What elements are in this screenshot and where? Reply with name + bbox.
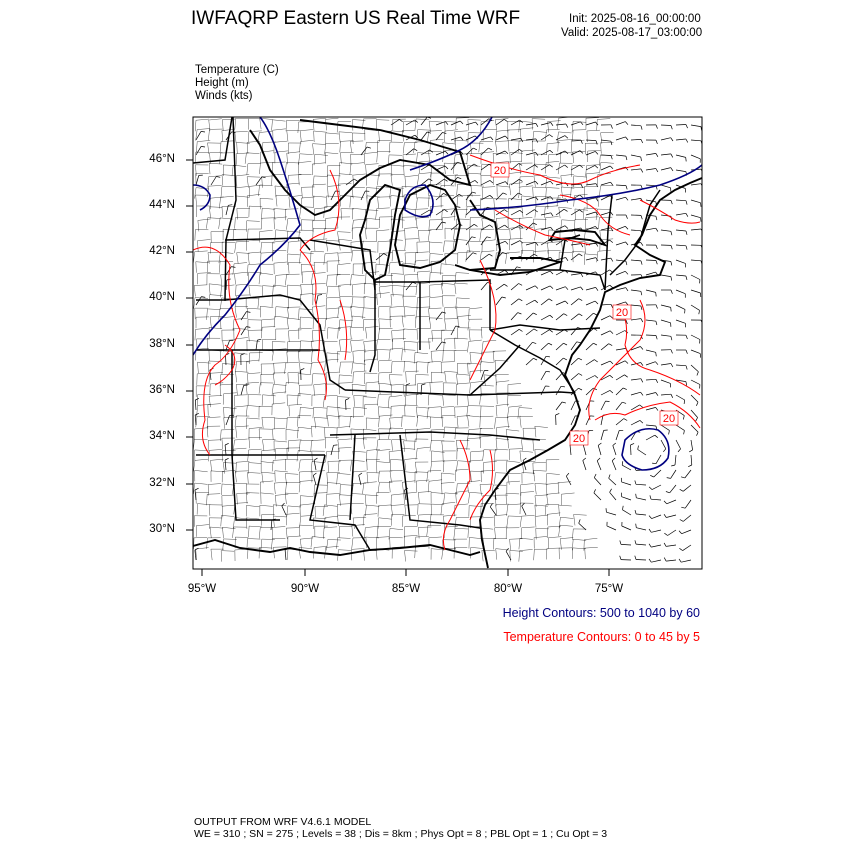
lat-label: 38°N xyxy=(149,338,175,350)
lon-label: 95°W xyxy=(187,583,217,595)
footer-model: OUTPUT FROM WRF V4.6.1 MODEL xyxy=(194,816,372,828)
lon-label: 85°W xyxy=(391,583,421,595)
legend-winds: Winds (kts) xyxy=(195,90,253,102)
county-boundaries xyxy=(193,117,614,562)
contour-label: 20 xyxy=(615,307,629,319)
legend-height: Height (m) xyxy=(195,77,249,89)
footer-settings: WE = 310 ; SN = 275 ; Levels = 38 ; Dis = 8km ; Phys Opt = 8 ; PBL Opt = 1 ; Cu Opt = 3 xyxy=(194,828,608,840)
lat-label: 30°N xyxy=(149,523,175,535)
lon-label: 90°W xyxy=(290,583,320,595)
lat-label: 42°N xyxy=(149,245,175,257)
height-contour-note: Height Contours: 500 to 1040 by 60 xyxy=(502,606,700,620)
lat-label: 40°N xyxy=(149,291,175,303)
temperature-contours xyxy=(193,155,700,550)
lat-label: 44°N xyxy=(149,199,175,211)
lat-label: 36°N xyxy=(149,384,175,396)
init-time: Init: 2025-08-16_00:00:00 xyxy=(569,13,701,25)
lon-label: 80°W xyxy=(493,583,523,595)
map-title: IWFAQRP Eastern US Real Time WRF xyxy=(191,8,521,29)
legend-temperature: Temperature (C) xyxy=(195,64,279,76)
lat-label: 32°N xyxy=(149,477,175,489)
contour-label: 20 xyxy=(493,165,507,177)
state-boundaries xyxy=(193,117,660,550)
lon-label: 75°W xyxy=(594,583,624,595)
contour-label: 20 xyxy=(572,433,586,445)
lat-label: 46°N xyxy=(149,153,175,165)
temperature-contour-note: Temperature Contours: 0 to 45 by 5 xyxy=(503,630,700,644)
contour-label: 20 xyxy=(662,413,676,425)
lat-label: 34°N xyxy=(149,430,175,442)
valid-time: Valid: 2025-08-17_03:00:00 xyxy=(561,27,703,39)
